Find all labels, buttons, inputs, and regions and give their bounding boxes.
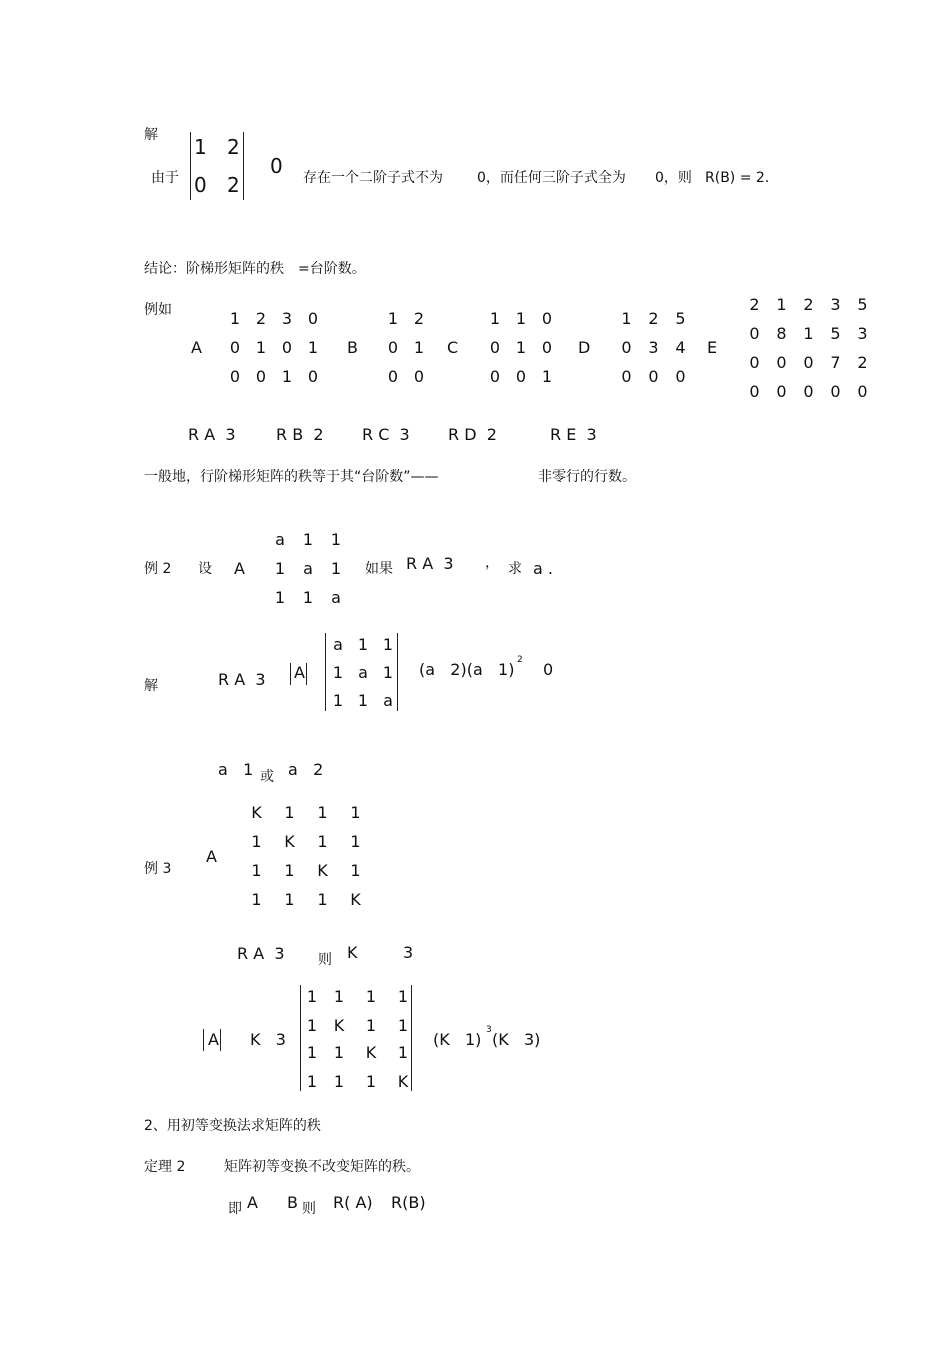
ie-label: 即	[228, 1201, 242, 1217]
matrix-cell: 7	[830, 353, 841, 372]
det-cell: 1	[306, 987, 318, 1006]
det-cell: 1	[333, 1043, 345, 1062]
matrix-cell: 0	[541, 338, 553, 357]
matrix-cell: 1	[281, 367, 293, 386]
matrix-cell: 0	[830, 382, 841, 401]
matrix-cell: 1	[284, 861, 295, 880]
matrix-cell: 1	[515, 309, 527, 328]
rank-a: R A 3	[188, 425, 236, 444]
matrix-row	[613, 369, 694, 385]
det-cell: a	[383, 691, 393, 710]
matrix-cell: 1	[803, 324, 814, 343]
det-cell: 1	[332, 691, 344, 710]
det-cell: 1	[306, 1043, 318, 1062]
matrix-row	[380, 340, 432, 356]
solution-label: 解	[144, 678, 158, 694]
abs-bar	[220, 1029, 221, 1051]
matrix-row	[482, 340, 560, 356]
k-three: K 3	[250, 1030, 286, 1049]
section-heading: 2、用初等变换法求矩阵的秩	[144, 1118, 321, 1134]
det-cell: 1	[357, 691, 369, 710]
matrix-cell: 0	[749, 324, 760, 343]
matrix-cell: K	[317, 861, 328, 880]
det-cell: 1	[382, 635, 394, 654]
find-label: 求	[508, 561, 522, 577]
abs-a: A	[294, 663, 305, 682]
matrix-e-name: E	[707, 338, 718, 357]
det-row	[301, 1018, 419, 1034]
det-cell: 0	[194, 173, 207, 197]
matrix-cell: 0	[776, 382, 787, 401]
matrix-cell: 5	[857, 295, 868, 314]
theorem-text: 矩阵初等变换不改变矩阵的秩。	[224, 1159, 420, 1175]
matrix-a-name: A	[247, 1193, 258, 1212]
det-cell: 1	[333, 1072, 345, 1091]
det-right-bar	[243, 132, 244, 200]
matrix-cell: 1	[387, 309, 399, 328]
matrix-cell: 1	[251, 861, 262, 880]
det-cell: 1	[397, 987, 409, 1006]
comma: ，	[485, 555, 499, 571]
matrix-cell: 2	[803, 295, 814, 314]
matrix-row	[240, 834, 372, 850]
solution-label: 解	[144, 127, 158, 143]
matrix-row	[482, 369, 560, 385]
then-label: 则	[318, 952, 332, 968]
matrix-cell: 0	[803, 353, 814, 372]
let-label: 设	[198, 561, 212, 577]
matrix-cell: a	[303, 559, 313, 578]
matrix-cell: 0	[621, 367, 632, 386]
matrix-b-name: B	[347, 338, 358, 357]
det-row	[301, 1045, 419, 1061]
matrix-cell: 2	[749, 295, 760, 314]
matrix-cell: 3	[648, 338, 659, 357]
matrix-cell: 0	[281, 338, 293, 357]
matrix-cell: a	[331, 588, 341, 607]
rank-a-expr: R( A)	[333, 1193, 373, 1212]
example1-label: 例如	[144, 302, 172, 318]
det-cell: 1	[357, 635, 369, 654]
matrix-row	[240, 863, 372, 879]
matrix-row	[741, 355, 876, 371]
matrix-cell: 0	[229, 338, 241, 357]
matrix-cell: 1	[350, 832, 361, 851]
det-result-2: (K 3)	[492, 1030, 541, 1049]
det-result: (a 2)(a 1)	[419, 660, 515, 679]
det-cell: K	[365, 1043, 377, 1062]
since-label: 由于	[151, 170, 179, 186]
matrix-cell: 1	[541, 367, 553, 386]
rank-condition: R A 3	[237, 944, 285, 963]
det-cell: 1	[306, 1072, 318, 1091]
matrix-cell: 0	[857, 382, 868, 401]
matrix-cell: 1	[350, 803, 361, 822]
rank-condition: R A 3	[218, 670, 266, 689]
rank-e: R E 3	[550, 425, 597, 444]
matrix-row	[613, 340, 694, 356]
exponent: 3	[486, 1025, 492, 1035]
matrix-cell: 0	[675, 367, 686, 386]
sol1-text: 0，则	[655, 170, 692, 186]
matrix-cell: 0	[387, 338, 399, 357]
matrix-row	[222, 369, 326, 385]
matrix-row	[741, 297, 876, 313]
matrix-cell: 1	[413, 338, 425, 357]
det-result-1: (K 1)	[433, 1030, 482, 1049]
matrix-c-name: C	[447, 338, 459, 357]
matrix-cell: 1	[776, 295, 787, 314]
det-row	[301, 1074, 419, 1090]
matrix-cell: 1	[317, 803, 328, 822]
example3-label: 例 3	[144, 861, 172, 877]
general-text: 一般地，行阶梯形矩阵的秩等于其“台阶数”——	[144, 469, 439, 485]
or-label: 或	[260, 769, 274, 785]
det-cell: 1	[397, 1043, 409, 1062]
matrix-cell: a	[275, 530, 285, 549]
det-cell: 1	[333, 987, 345, 1006]
matrix-row	[240, 805, 372, 821]
matrix-cell: 0	[541, 309, 553, 328]
if-label: 如果	[365, 561, 393, 577]
det-cell: 1	[397, 1016, 409, 1035]
matrix-row	[380, 369, 432, 385]
rank-c: R C 3	[362, 425, 410, 444]
matrix-cell: 0	[229, 367, 241, 386]
matrix-row	[266, 561, 350, 577]
sol1-text: 0，而任何三阶子式全为	[477, 170, 626, 186]
matrix-cell: 4	[675, 338, 686, 357]
matrix-cell: 0	[621, 338, 632, 357]
matrix-row	[240, 892, 372, 908]
matrix-cell: 3	[830, 295, 841, 314]
det-row	[326, 637, 400, 653]
det-row	[301, 989, 419, 1005]
matrix-cell: K	[284, 832, 295, 851]
matrix-cell: 2	[255, 309, 267, 328]
det-cell: a	[358, 663, 368, 682]
matrix-cell: 0	[307, 367, 319, 386]
det-cell: K	[333, 1016, 345, 1035]
matrix-cell: 1	[317, 890, 328, 909]
sol1-text: 存在一个二阶子式不为	[303, 170, 443, 186]
det-row	[326, 693, 400, 709]
exponent: 2	[517, 655, 523, 665]
matrix-cell: 1	[307, 338, 319, 357]
matrix-row	[266, 532, 350, 548]
theorem-label: 定理 2	[144, 1159, 186, 1175]
matrix-cell: 0	[255, 367, 267, 386]
matrix-cell: 1	[284, 803, 295, 822]
matrix-cell: 0	[489, 367, 501, 386]
matrix-cell: 3	[281, 309, 293, 328]
matrix-cell: 1	[330, 530, 342, 549]
matrix-cell: 1	[317, 832, 328, 851]
matrix-row	[482, 311, 560, 327]
then-label: 则	[302, 1201, 316, 1217]
answer-a1: a 1	[218, 760, 254, 779]
matrix-row	[741, 326, 876, 342]
matrix-row	[266, 590, 350, 606]
matrix-cell: 1	[251, 832, 262, 851]
matrix-cell: 1	[515, 338, 527, 357]
matrix-cell: 0	[307, 309, 319, 328]
rank-b: R B 2	[276, 425, 324, 444]
matrix-row	[222, 311, 326, 327]
matrix-cell: K	[251, 803, 262, 822]
matrix-cell: 2	[413, 309, 425, 328]
det-cell: 1	[365, 1072, 377, 1091]
rank-d: R D 2	[448, 425, 497, 444]
det-cell: 1	[365, 1016, 377, 1035]
det-cell: K	[397, 1072, 409, 1091]
matrix-row	[380, 311, 432, 327]
abs-bar	[306, 663, 307, 685]
matrix-row	[741, 384, 876, 400]
example2-label: 例 2	[144, 561, 172, 577]
matrix-d-name: D	[578, 338, 591, 357]
matrix-cell: 5	[830, 324, 841, 343]
three: 3	[403, 943, 414, 962]
matrix-cell: 1	[489, 309, 501, 328]
det-cell: 1	[365, 987, 377, 1006]
matrix-cell: 0	[387, 367, 399, 386]
matrix-cell: 1	[229, 309, 241, 328]
matrix-cell: 0	[648, 367, 659, 386]
det-cell: a	[333, 635, 343, 654]
matrix-a-name: A	[191, 338, 202, 357]
det-cell: 2	[227, 173, 240, 197]
matrix-cell: 3	[857, 324, 868, 343]
matrix-cell: 1	[330, 559, 342, 578]
matrix-cell: 0	[489, 338, 501, 357]
matrix-cell: 0	[803, 382, 814, 401]
abs-bar	[203, 1029, 204, 1051]
matrix-cell: 1	[251, 890, 262, 909]
det-cell: 1	[332, 663, 344, 682]
matrix-cell: 0	[749, 382, 760, 401]
rank-condition: R A 3	[406, 554, 454, 573]
matrix-cell: 0	[413, 367, 425, 386]
matrix-cell: 5	[675, 309, 686, 328]
matrix-cell: 1	[350, 861, 361, 880]
var-a: a .	[533, 559, 553, 578]
conclusion-text: 结论：阶梯形矩阵的秩 =台阶数。	[144, 261, 366, 277]
matrix-cell: 1	[302, 588, 314, 607]
matrix-cell: 1	[274, 559, 286, 578]
matrix-cell: 1	[284, 890, 295, 909]
det-cell: 1	[382, 663, 394, 682]
rank-b-expr: R(B)	[391, 1193, 426, 1212]
answer-a2: a 2	[288, 760, 324, 779]
general-text-2: 非零行的行数。	[538, 469, 636, 485]
matrix-cell: 1	[302, 530, 314, 549]
matrix-cell: 0	[749, 353, 760, 372]
det-left-bar	[190, 132, 191, 200]
matrix-row	[222, 340, 326, 356]
det-row	[326, 665, 400, 681]
matrix-cell: 1	[621, 309, 632, 328]
det-cell: 1	[194, 135, 207, 159]
matrix-cell: K	[350, 890, 361, 909]
matrix-cell: 2	[857, 353, 868, 372]
matrix-cell: 0	[776, 353, 787, 372]
neq-zero: 0	[270, 154, 283, 178]
matrix-a-name: A	[206, 847, 217, 866]
abs-bar	[290, 663, 291, 685]
matrix-a-name: A	[234, 559, 245, 578]
matrix-cell: 0	[515, 367, 527, 386]
det-cell: 1	[306, 1016, 318, 1035]
matrix-cell: 8	[776, 324, 787, 343]
rank-b-result: R(B) = 2.	[705, 170, 770, 186]
zero: 0	[543, 660, 554, 679]
matrix-cell: 2	[648, 309, 659, 328]
matrix-b-name: B	[287, 1193, 298, 1212]
matrix-cell: 1	[255, 338, 267, 357]
abs-a: A	[208, 1030, 219, 1049]
var-k: K	[347, 943, 358, 962]
matrix-cell: 1	[274, 588, 286, 607]
matrix-row	[613, 311, 694, 327]
det-cell: 2	[227, 135, 240, 159]
